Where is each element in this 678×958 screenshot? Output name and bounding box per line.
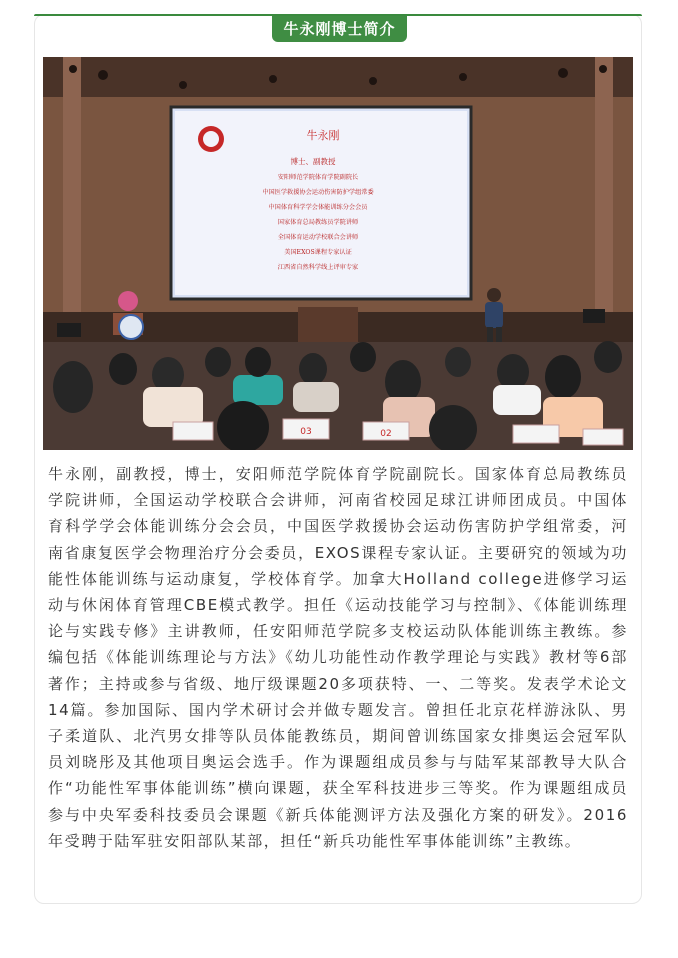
lecture-photo [43,57,633,450]
slide-line: 江西省自然科学线上评审专家 [277,264,359,271]
wall-pillar-left [63,57,81,317]
desk-number: 02 [380,429,392,439]
slide-line: 博士、副教授 [290,157,336,166]
bio-text: 牛永刚，副教授，博士，安阳师范学院体育学院副院长。国家体育总局教练员学院讲师，全国运动学校联合会讲师，河南省校园足球江讲师团成员。中国体育科学学会体能训练分会会员，中国医学救援协会运动伤害防护学组常委，河南省康复医学会物理治疗分会委员，EXOS课程专家认证。主要研究的领域为功能性体能训练与运动康复，学校体育学。加拿大Holland college进修学习运动与休闲体育管理CBE模式教学。担任《运动技能学习与控制》、《体能训练理论与实践专修》主讲教师，任安阳师范学院多支校运动队体能训练主教练。参编包括《体能训练理论与方法》《幼儿功能性动作教学理论与实践》教材等6部著作；主持或参与省级、地厅级课题20多项获特、一、二等奖。发表学术论文14篇。参加国际、国内学术研讨会并做专题发言。曾担任北京花样游泳队、男子柔道队、北汽男女排等队员体能教练员，期间曾训练国家女排奥运会冠军队员刘晓彤及其他项目奥运会选手。作为课题组成员参与与陆军某部教导大队合作“功能性军事体能训练”横向课题，获全军科技进步三等奖。作为课题组成员参与中央军委科技委员会课题《新兵体能测评方法及强化方案的研发》。2016年受聘于陆军驻安阳部队某部，担任“新兵功能性军事体能训练”主教练。 [48,465,628,850]
page-title: 牛永刚博士简介 [272,16,407,42]
lecture-scene [43,57,633,450]
wall-pillar-right [595,57,613,317]
ceiling [43,57,633,97]
slide-line: 国家体育总局教练员学院讲师 [277,219,359,226]
podium-emblem [119,315,143,339]
slide-line: 美国EXOS课程专家认证 [284,249,352,256]
slide-line: 中国医学救援协会运动伤害防护学组常委 [262,189,374,196]
slide-line: 安阳师范学院体育学院副院长 [277,174,359,181]
speaker-left [57,323,81,337]
speaker-right [583,309,605,323]
podium [298,307,358,342]
slide-line: 全国体育运动学校联合会讲师 [277,234,359,241]
desk-number: 03 [300,427,312,437]
slide-line: 牛永刚 [306,129,340,142]
slide-line: 中国体育科学学会体能训练分会会员 [268,204,368,211]
flower-arrangement [118,291,138,311]
